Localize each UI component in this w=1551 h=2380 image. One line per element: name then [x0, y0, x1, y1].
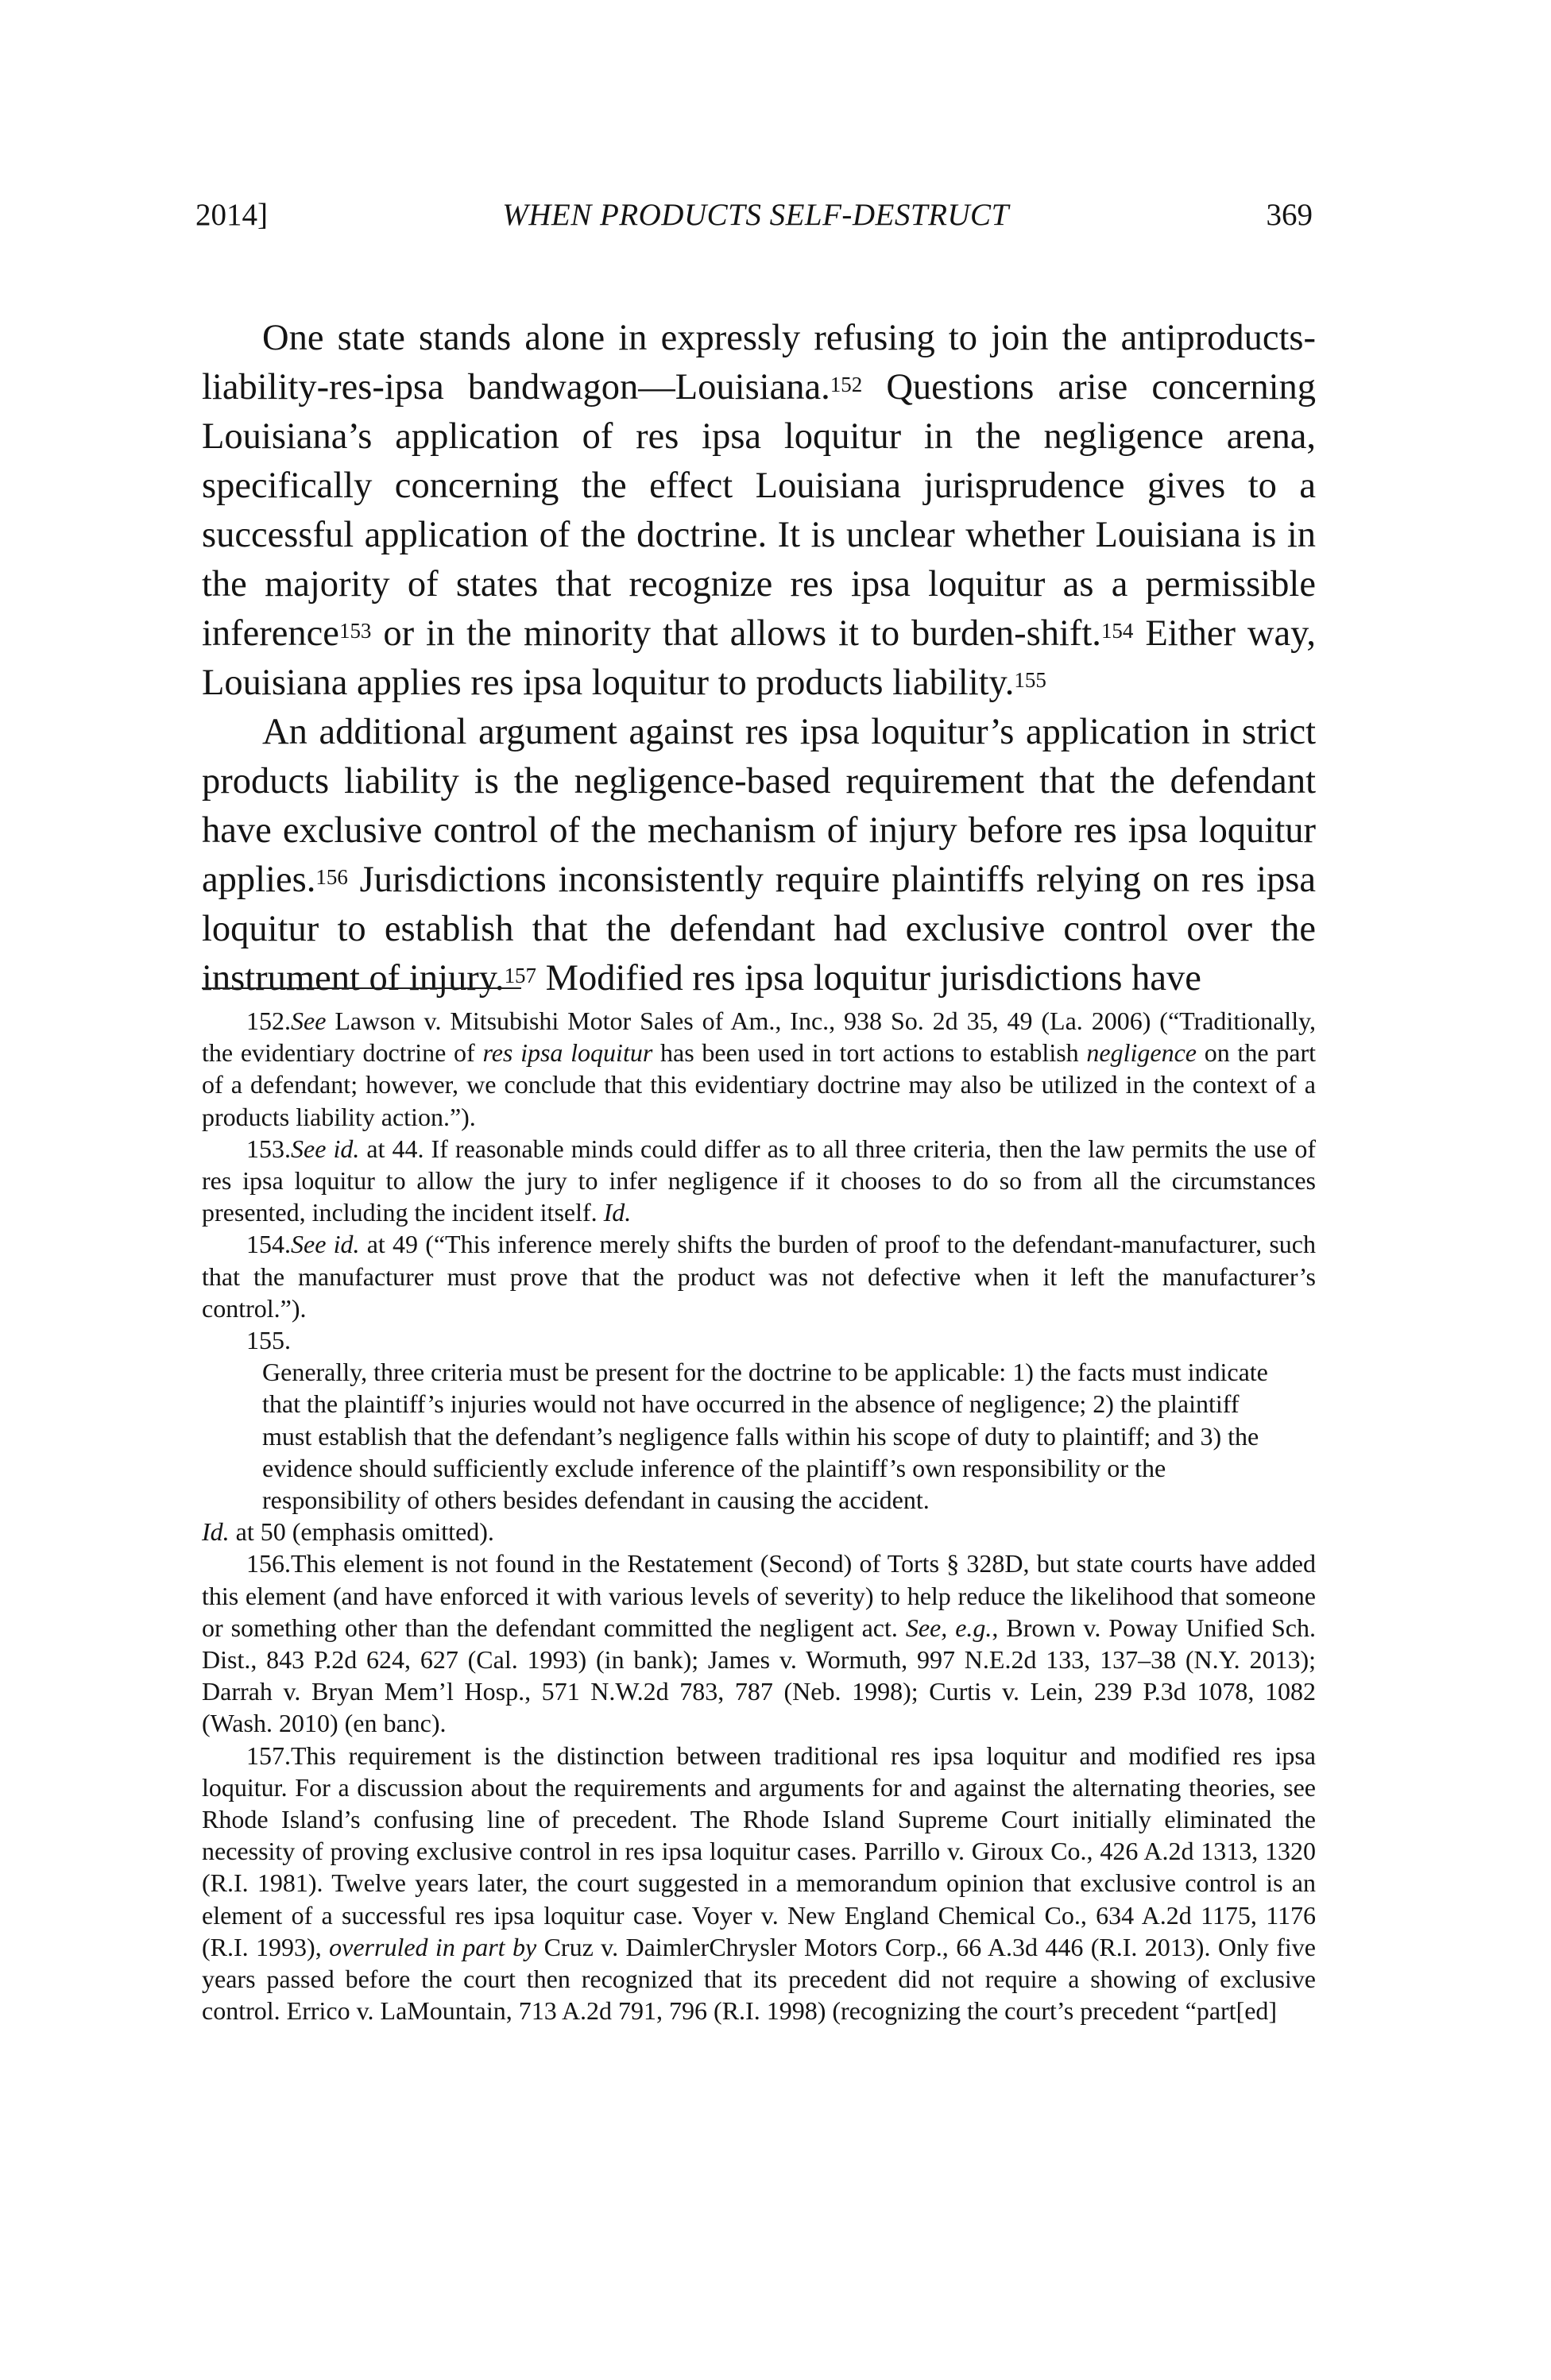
text-run: Lawson v. Mitsubishi Motor Sales of Am., Inc., 938 So. 2d 35, 49 (La. 2006) (“Traditionally, the evidentiary doctrine of [202, 1006, 1316, 1068]
footnote-number: 152. [246, 1006, 291, 1035]
footnote-number: 156. [246, 1549, 291, 1578]
text-run: at 49 (“This inference merely shifts the burden of proof to the defendant-manufacturer, such that the manufacturer must prove that the product was not defective when it left the manufacturer’s control.”). [202, 1230, 1317, 1323]
emphasis: negligence [1086, 1038, 1197, 1068]
text-run: at 50 (emphasis omitted). [229, 1517, 494, 1547]
signal: See id. [291, 1230, 360, 1259]
paragraph-exclusive-control [202, 708, 1316, 1003]
page-header [195, 197, 1316, 245]
emphasis: overruled in part by [329, 1932, 537, 1961]
footnotes [202, 1005, 1316, 2027]
signal: See [291, 1006, 327, 1035]
text-run: One state stands alone in expressly refusing to join the antiproducts-liability-res-ipsa bandwagon—Louisiana. [202, 318, 1316, 408]
footnote-157 [202, 1740, 1316, 2027]
footnote-154 [202, 1228, 1316, 1324]
main-text [202, 314, 1316, 1003]
text-run: This element is not found in the Restatement (Second) of Torts § 328D, but state courts have added this element (and have enforced it with various levels of severity) to help reduce the likelihood that someone or something other than the defendant committed the negligent act. [202, 1549, 1316, 1642]
emphasis: res ipsa loquitur [482, 1038, 653, 1068]
signal: Id. [603, 1198, 632, 1227]
text-run: , Brown v. Poway Unified Sch. Dist., 843 P.2d 624, 627 (Cal. 1993) (in bank); James v. Wormuth, 997 N.E.2d 133, 137–38 (N.Y. 2013); Darrah v. Bryan Mem’l Hosp., 571 N.W.2d 783, 787 (Neb. 1998); Curtis v. Lein, 239 P.3d 1078, 1082 (Wash. 2010) (en banc). [202, 1613, 1317, 1738]
footnote-ref-155[interactable]: 155 [1014, 667, 1046, 692]
signal: Id. [202, 1517, 230, 1547]
footnote-ref-153[interactable]: 153 [338, 618, 372, 643]
footnote-ref-152[interactable]: 152 [830, 372, 863, 396]
footnote-ref-156[interactable]: 156 [315, 864, 348, 889]
running-title: WHEN PRODUCTS SELF-DESTRUCT [502, 198, 1009, 232]
paragraph-louisiana [202, 314, 1316, 708]
footnote-number: 154. [246, 1230, 291, 1259]
footnote-155-cite [202, 1516, 1316, 1547]
footnote-156 [202, 1547, 1316, 1739]
footnote-number: 155. [246, 1326, 291, 1355]
text-run: An additional argument against res ipsa loquitur’s application in strict products liability is the negligence-based requirement that the defendant have exclusive control of the mechanism of injury before res ipsa loquitur applies. [202, 712, 1316, 900]
text-run: has been used in tort actions to establish [652, 1038, 1087, 1068]
footnote-ref-154[interactable]: 154 [1100, 618, 1134, 643]
footnote-155-quote: Generally, three criteria must be present for the doctrine to be applicable: 1) the facts must indicate that the plaintiff’s injuries would not have occurred in the absence of negligence; 2) the plaintiff must establish that the defendant’s negligence falls within his scope of duty to plaintiff; and 3) the evidence should sufficiently exclude inference of the plaintiff’s own responsibility or the responsibility of others besides defendant in causing the accident. [262, 1358, 1268, 1515]
text-run: on the part of a defendant; however, we conclude that this evidentiary doctrine may also be utilized in the context of a products liability action.”). [202, 1038, 1317, 1131]
text-run: Jurisdictions inconsistently require plaintiffs relying on res ipsa loquitur to establish that the defendant had exclusive control over the instrument of injury. [202, 860, 1316, 999]
signal: See id. [291, 1134, 360, 1163]
footnote-number: 157. [246, 1741, 291, 1770]
page-number: 369 [1266, 198, 1313, 232]
signal: See, e.g. [905, 1613, 992, 1642]
footnote-155-number [202, 1324, 1316, 1356]
text-run: Modified res ipsa loquitur jurisdictions have [536, 958, 1201, 999]
text-run: This requirement is the distinction between traditional res ipsa loquitur and modified res ipsa loquitur. For a discussion about the requirements and arguments for and against the alternating theories, see Rhode Island’s confusing line of precedent. The Rhode Island Supreme Court initially eliminated the necessity of proving exclusive control in res ipsa loquitur cases. Parrillo v. Giroux Co., 426 A.2d 1313, 1320 (R.I. 1981). Twelve years later, the court suggested in a memorandum opinion that exclusive control is an element of a successful res ipsa loquitur case. Voyer v. New England Chemical Co., 634 A.2d 1175, 1176 (R.I. 1993), [202, 1741, 1316, 1961]
text-run: or in the minority that allows it to burden-shift. [371, 613, 1101, 654]
text-run: Questions arise concerning Louisiana’s application of res ipsa loquitur in the negligence arena, specifically concerning the effect Louisiana jurisprudence gives to a successful application of the doctrine. It is unclear whether Louisiana is in the majority of states that recognize res ipsa loquitur as a permissible inference [202, 367, 1316, 654]
volume-year: 2014] [195, 198, 268, 232]
footnote-ref-157[interactable]: 157 [504, 963, 537, 987]
text-run: Either way, Louisiana applies res ipsa loquitur to products liability. [202, 613, 1316, 703]
footnote-153 [202, 1133, 1316, 1229]
text-run: Cruz v. DaimlerChrysler Motors Corp., 66 A.3d 446 (R.I. 2013). Only five years passed before the court then recognized that its precedent did not require a showing of exclusive control. Errico v. LaMountain, 713 A.2d 791, 796 (R.I. 1998) (recognizing the court’s precedent “part[ed] [202, 1932, 1317, 2026]
footnote-152 [202, 1005, 1316, 1133]
text-run: at 44. If reasonable minds could differ as to all three criteria, then the law permits the use of res ipsa loquitur to allow the jury to infer negligence if it chooses to do so from all the circumstances presented, including the incident itself. [202, 1134, 1317, 1227]
footnote-divider [202, 987, 521, 989]
footnote-number: 153. [246, 1134, 291, 1163]
